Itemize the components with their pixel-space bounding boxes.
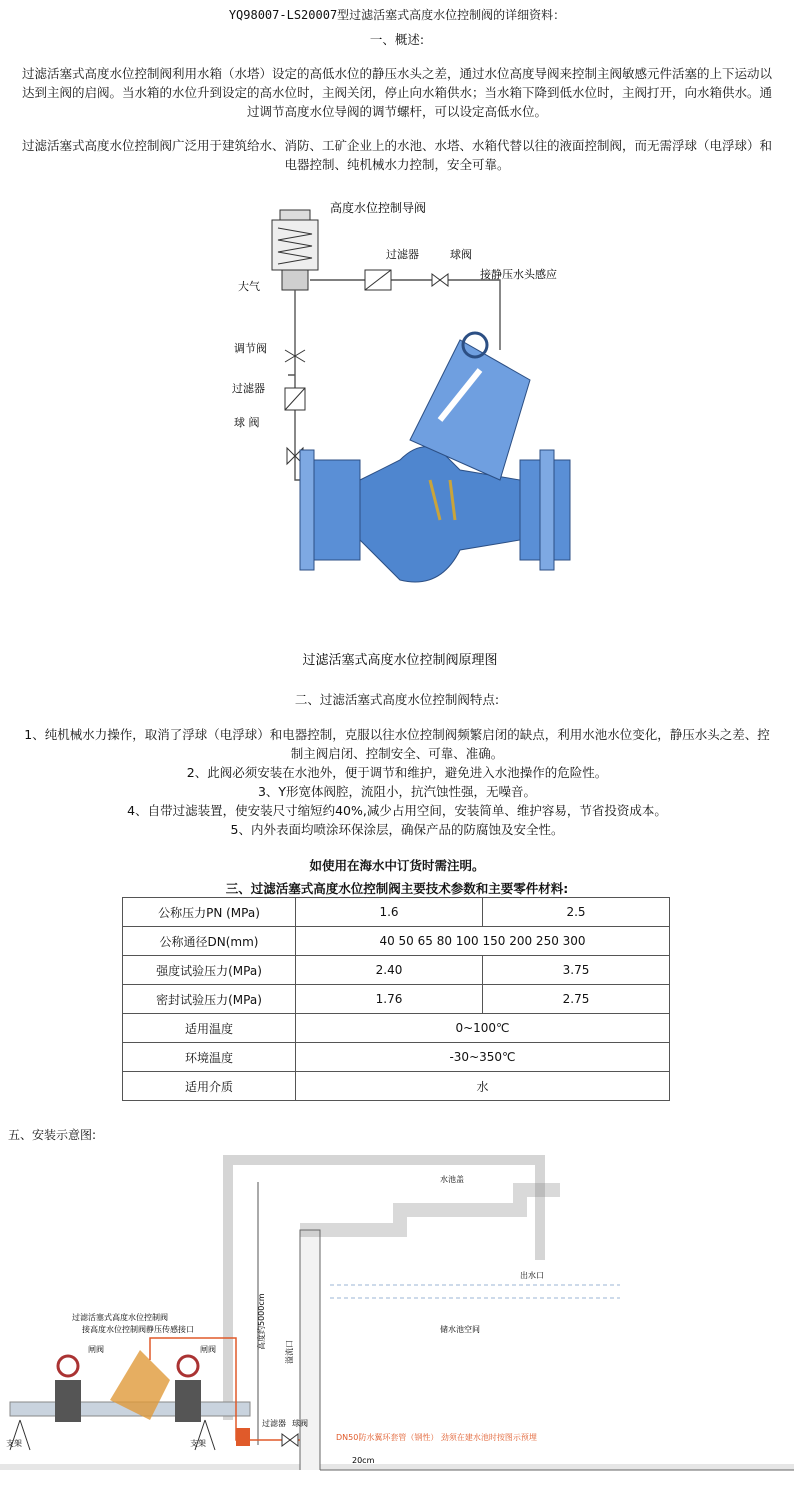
section1-heading: 一、概述:: [369, 32, 425, 47]
row-value: 水: [296, 1072, 670, 1101]
label-air: 大气: [238, 280, 260, 293]
label-pool: 储水池空间: [440, 1325, 480, 1334]
para1-line1: 过滤活塞式高度水位控制阀利用水箱（水塔）设定的高低水位的静压水头之差，通过水位高度导阀来控制主阀敏感元件活塞的上下运动以: [21, 66, 772, 81]
row-value: 2.5: [483, 898, 670, 927]
label-filter-left: 过滤器: [232, 382, 265, 395]
row-value: 40 50 65 80 100 150 200 250 300: [296, 927, 670, 956]
spec-table: [122, 897, 670, 1101]
label-ball: 球阀: [292, 1419, 308, 1428]
para1-line3: 过调节高度水位导阀的调节螺杆，可以设定高低水位。: [246, 104, 547, 119]
section1-para2: [6, 136, 788, 174]
main-valve-body-icon: [300, 333, 570, 582]
row-label: 密封试验压力(MPa): [123, 985, 296, 1014]
label-filter: 过滤器: [262, 1419, 286, 1428]
riser-pipe: [228, 1160, 540, 1420]
row-label: 强度试验压力(MPa): [123, 956, 296, 985]
ball-valve-top-icon: [432, 274, 448, 286]
diagram-caption: 过滤活塞式高度水位控制阀原理图: [302, 653, 498, 668]
label-height: 高度约5000cm: [257, 1293, 266, 1350]
gate-valve-left-icon: [55, 1356, 81, 1422]
table-row: [123, 1043, 670, 1072]
row-label: 环境温度: [123, 1043, 296, 1072]
row-label: 适用介质: [123, 1072, 296, 1101]
label-pipe-note: DN50防水翼环套管（钢性） 劲须在建水池时按图示预埋: [336, 1433, 537, 1442]
label-pool-top: 水池盖: [440, 1175, 464, 1184]
section3-heading: 三、过滤活塞式高度水位控制阀主要技术参数和主要零件材料:: [225, 881, 569, 896]
row-value: 1.6: [296, 898, 483, 927]
seawater-note: 如使用在海水中订货时需注明。: [309, 858, 485, 873]
label-gate-left: 闸阀: [88, 1345, 104, 1354]
label-connect: 接高度水位控制阀静压传感接口: [82, 1325, 194, 1334]
section2-heading: 二、过滤活塞式高度水位控制阀特点:: [294, 692, 500, 707]
section1-para1: [6, 64, 788, 121]
row-value: -30~350℃: [296, 1043, 670, 1072]
feature-item-1-line1: 1、纯机械水力操作，取消了浮球（电浮球）和电器控制，克服以往水位控制阀频繁启闭的缺点，利用水池水位变化，静压水头之差、控: [24, 727, 770, 742]
row-label: 公称压力PN (MPa): [123, 898, 296, 927]
label-support-left: 支架: [6, 1439, 22, 1448]
feature-item-5: 5、内外表面均喷涂环保涂层，确保产品的防腐蚀及安全性。: [230, 822, 564, 837]
pilot-valve-icon: [272, 210, 318, 290]
section5-heading: 五、安装示意图:: [8, 1128, 97, 1142]
label-ball-top: 球阀: [450, 248, 472, 261]
para2-line2: 电器控制、纯机械水力控制，安全可靠。: [284, 157, 510, 172]
label-overflow: 溢流口: [285, 1340, 294, 1364]
table-row: [123, 956, 670, 985]
table-row: [123, 898, 670, 927]
label-valve: 过滤活塞式高度水位控制阀: [72, 1313, 168, 1322]
label-gate-right: 闸阀: [200, 1345, 216, 1354]
para2-line1: 过滤活塞式高度水位控制阀广泛用于建筑给水、消防、工矿企业上的水池、水塔、水箱代替以往的液面控制阀，而无需浮球（电浮球）和: [21, 138, 772, 153]
feature-item-2: 2、此阀必须安装在水池外，便于调节和维护，避免进入水池操作的危险性。: [186, 765, 608, 780]
feature-item-1-line2: 制主阀启闭、控制安全、可靠、准确。: [290, 746, 504, 761]
table-row: [123, 927, 670, 956]
row-value: 3.75: [483, 956, 670, 985]
installation-diagram: [0, 1150, 794, 1504]
label-support-right: 支架: [190, 1439, 206, 1448]
row-value: 0~100℃: [296, 1014, 670, 1043]
principle-diagram: [200, 190, 600, 670]
row-label: 公称通径DN(mm): [123, 927, 296, 956]
gate-valve-right-icon: [175, 1356, 201, 1422]
feature-list: [6, 725, 788, 839]
label-depth: 20cm: [352, 1456, 375, 1465]
pool-wall-left: [300, 1230, 320, 1470]
row-label: 适用温度: [123, 1014, 296, 1043]
page-title: YQ98007-LS20007型过滤活塞式高度水位控制阀的详细资料：: [228, 8, 566, 22]
row-value: 1.76: [296, 985, 483, 1014]
label-regulator: 调节阀: [234, 342, 267, 355]
label-ball-left: 球 阀: [234, 416, 260, 429]
table-row: [123, 1072, 670, 1101]
row-value: 2.40: [296, 956, 483, 985]
row-value: 2.75: [483, 985, 670, 1014]
table-row: [123, 985, 670, 1014]
para1-line2: 达到主阀的启阀。当水箱的水位升到设定的高水位时，主阀关闭，停止向水箱供水；当水箱下降到低水位时，主阀打开，向水箱供水。通: [21, 85, 772, 100]
water-surface: [330, 1285, 620, 1298]
label-outlet: 出水口: [520, 1271, 544, 1280]
label-filter-top: 过滤器: [386, 248, 419, 261]
label-static: 接静压水头感应: [480, 268, 557, 281]
table-row: [123, 1014, 670, 1043]
label-pilot: 高度水位控制导阀: [330, 201, 427, 215]
feature-item-3: 3、Y形宽体阀腔，流阻小，抗汽蚀性强，无噪音。: [257, 784, 537, 799]
filter-icon: [236, 1428, 250, 1446]
feature-item-4: 4、自带过滤装置，使安装尺寸缩短约40%,减少占用空间，安装简单、维护容易，节省投资成本。: [127, 803, 667, 818]
ground-line: [0, 1464, 794, 1470]
ball-valve-icon: [282, 1434, 298, 1446]
